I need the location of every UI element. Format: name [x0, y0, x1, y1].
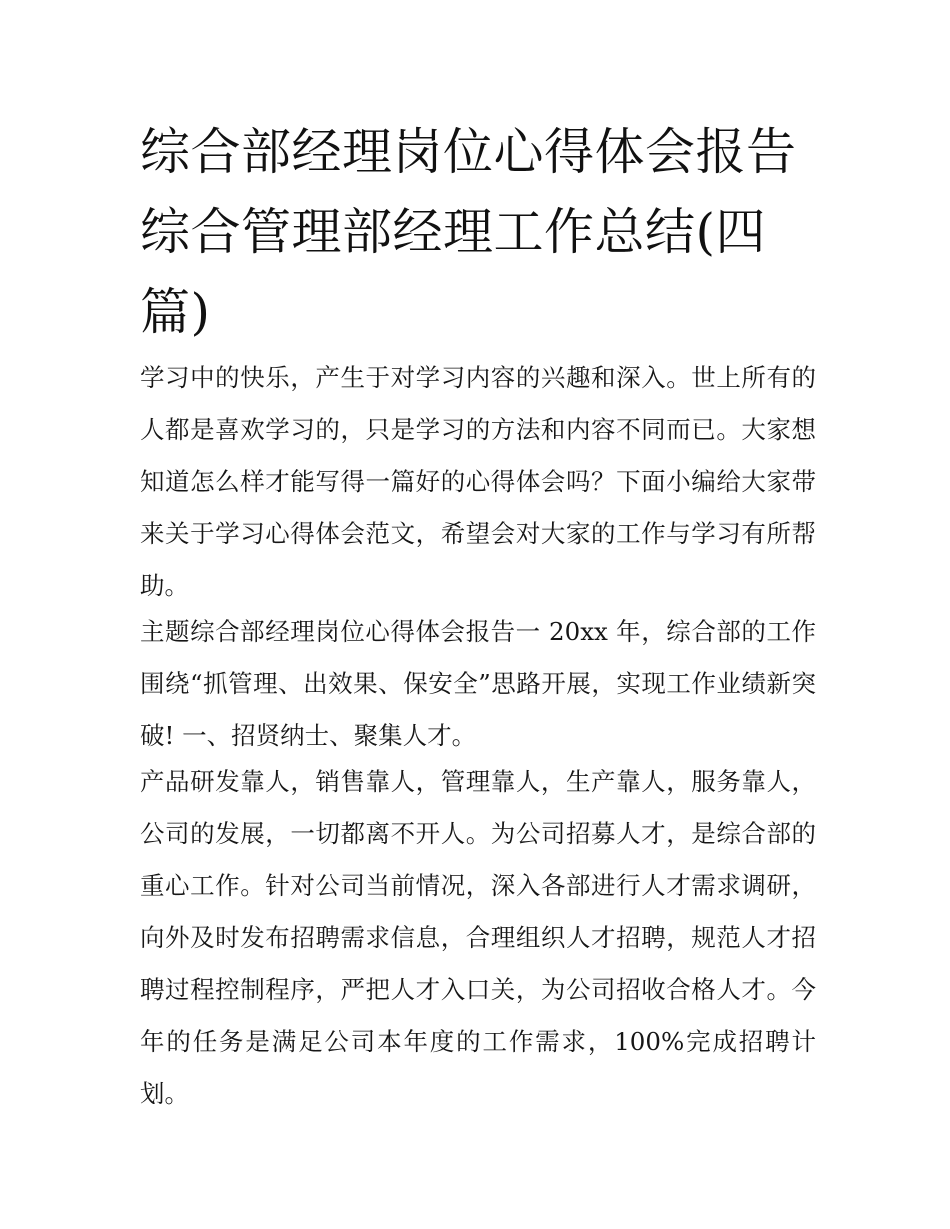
body-paragraph-recruitment: 产品研发靠人，销售靠人，管理靠人，生产靠人，服务靠人，公司的发展，一切都离不开人。为公司招募人才，是综合部的重心工作。针对公司当前情况，深入各部进行人才需求调研，向外及时发布招聘需求信息，合理组织人才招聘，规范人才招聘过程控制程序，严把人才入口关，为公司招收合格人才。今年的任务是满足公司本年度的工作需求，100%完成招聘计划。: [140, 767, 816, 1108]
body-paragraph-topic: 主题综合部经理岗位心得体会报告一 20xx 年，综合部的工作围绕“抓管理、出效果、保安全”思路开展，实现工作业绩新突破! 一、招贤纳士、聚集人才。: [140, 617, 816, 750]
document-title: 综合部经理岗位心得体会报告综合管理部经理工作总结(四篇): [140, 123, 797, 341]
body-paragraph-intro: 学习中的快乐，产生于对学习内容的兴趣和深入。世上所有的人都是喜欢学习的，只是学习的方法和内容不同而已。大家想知道怎么样才能写得一篇好的心得体会吗？下面小编给大家带来关于学习心得体会范文，希望会对大家的工作与学习有所帮助。: [140, 363, 816, 600]
